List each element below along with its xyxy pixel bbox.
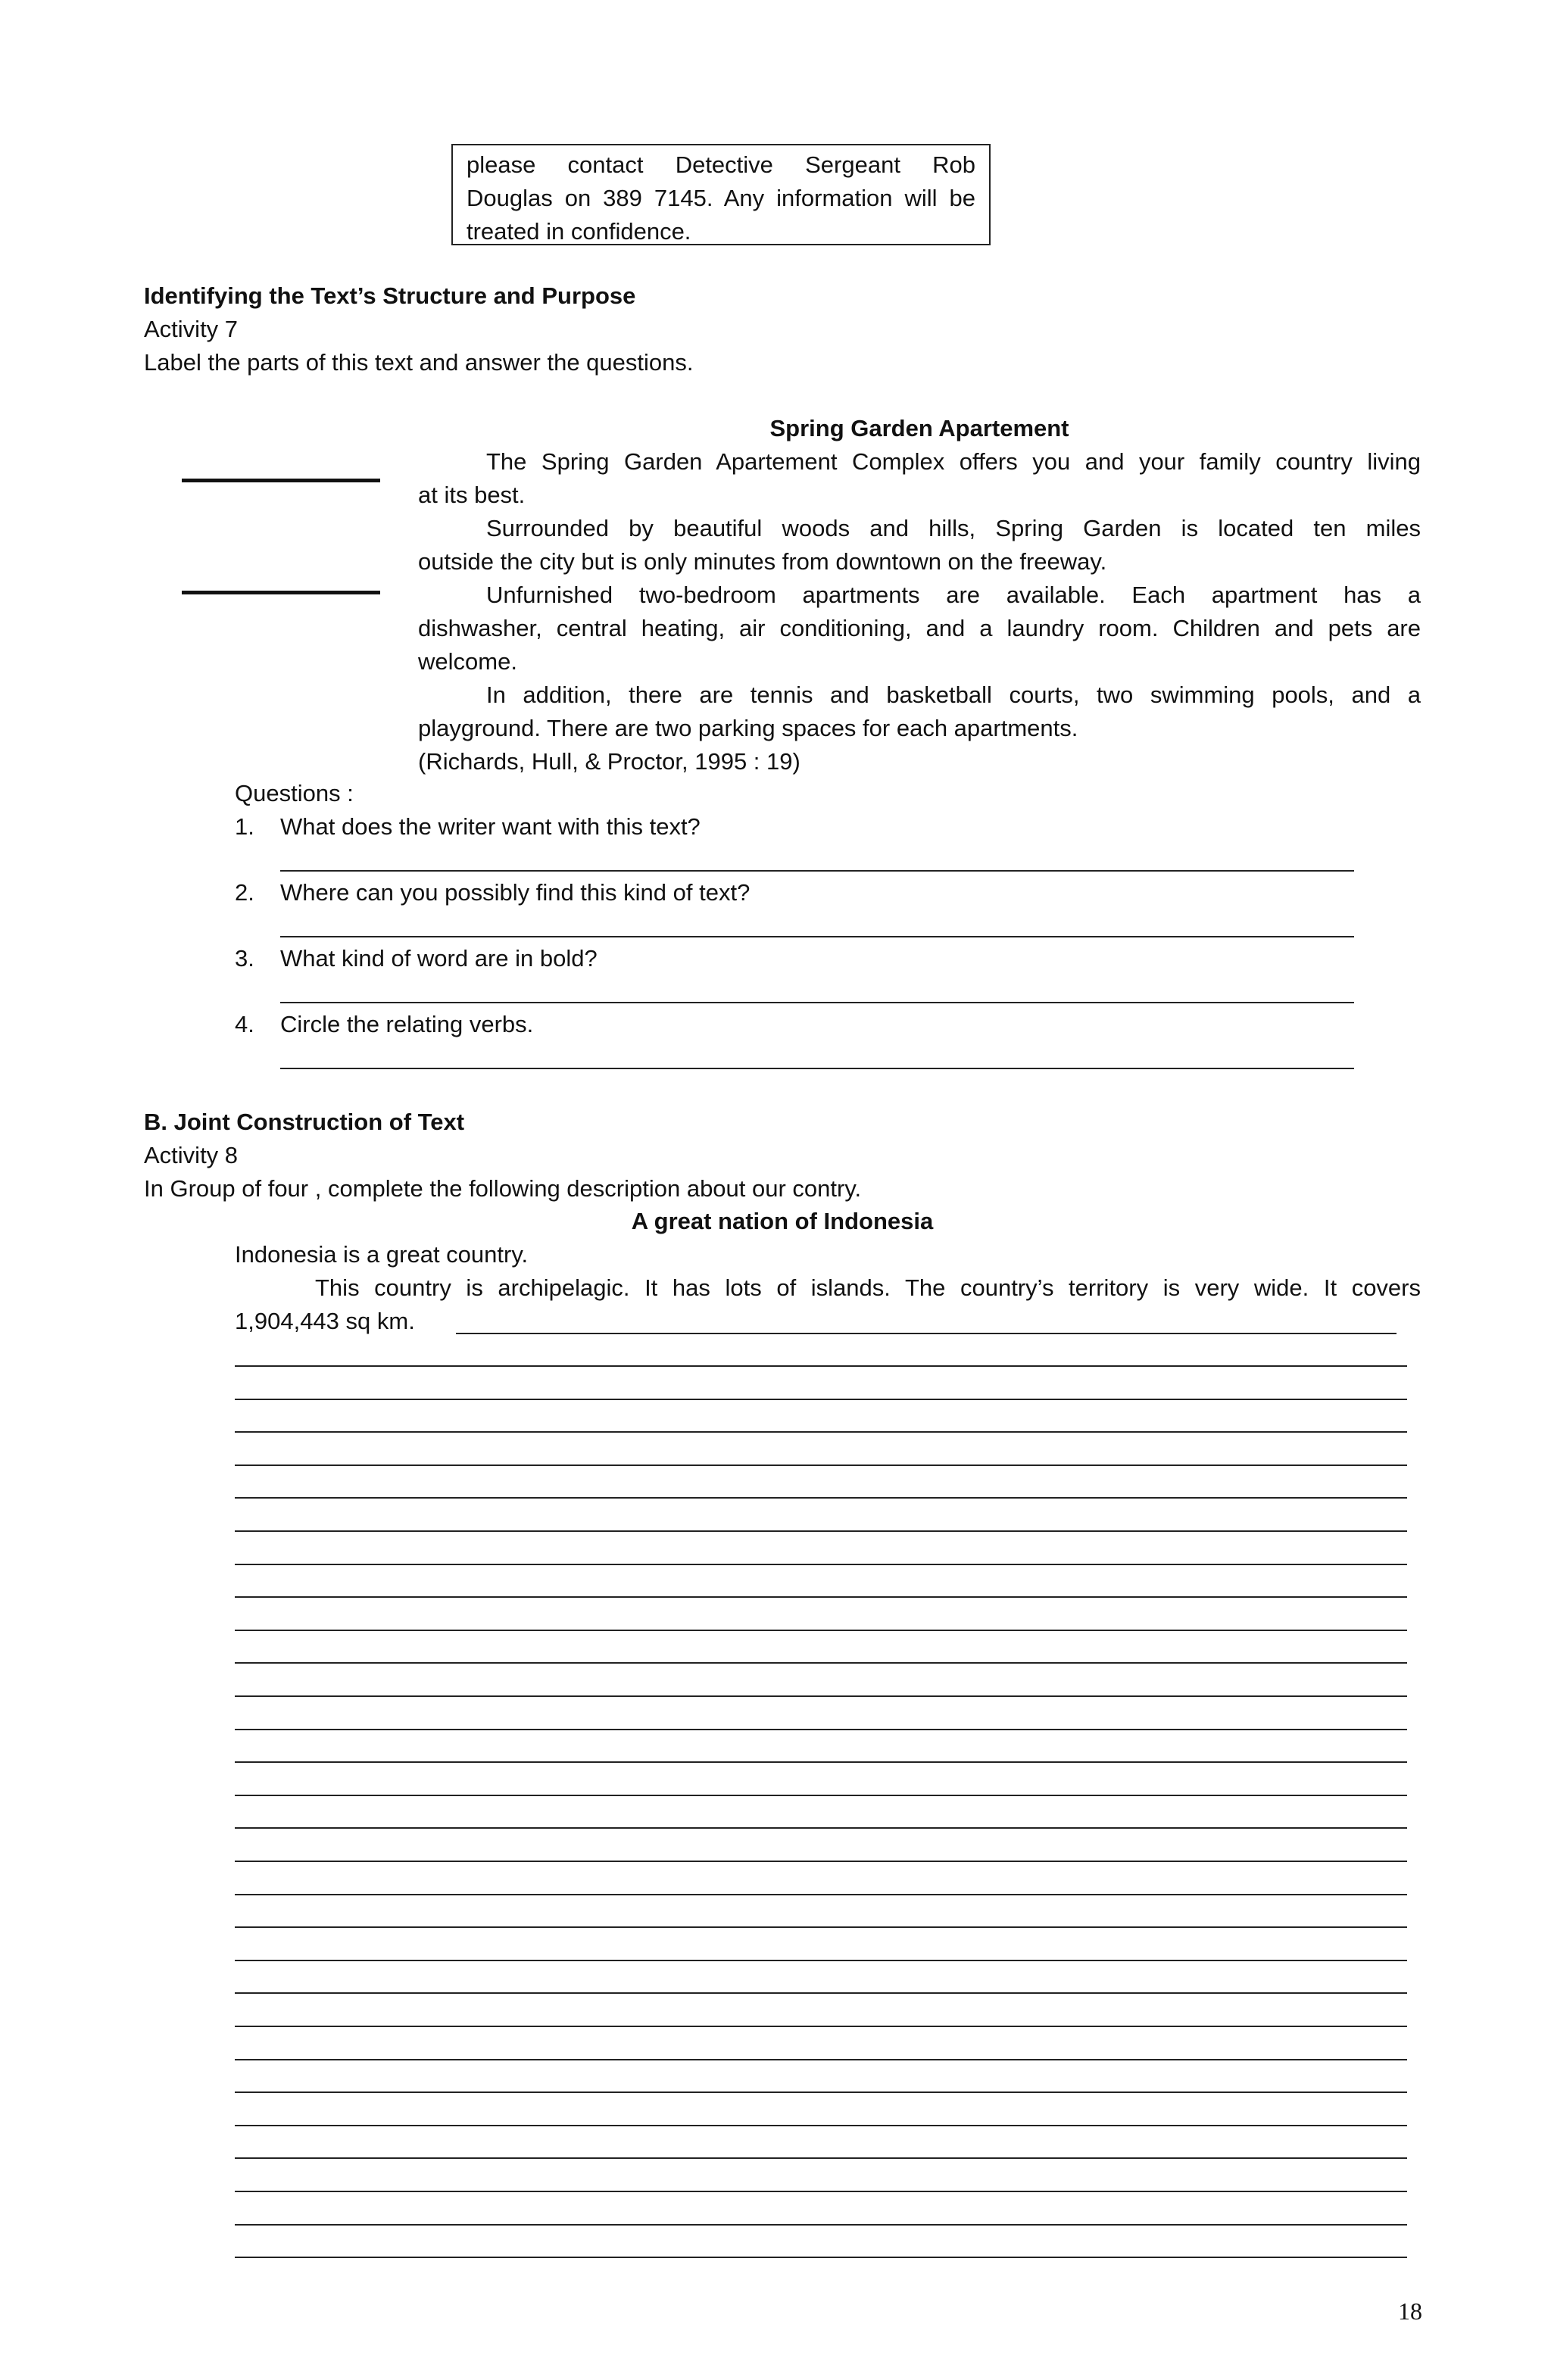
p3-line-3: welcome. xyxy=(418,648,517,675)
indonesia-title: A great nation of Indonesia xyxy=(631,1208,934,1234)
writing-line[interactable] xyxy=(235,2224,1407,2226)
writing-line[interactable] xyxy=(235,1695,1407,1697)
p2-line-1: Surrounded by beautiful woods and hills, Spring Garden is located ten miles xyxy=(486,515,1421,541)
answer-line-3[interactable] xyxy=(280,1002,1354,1003)
writing-line[interactable] xyxy=(235,1894,1407,1895)
writing-line[interactable] xyxy=(235,1827,1407,1829)
writing-line[interactable] xyxy=(235,1761,1407,1763)
writing-line[interactable] xyxy=(235,1630,1407,1631)
activity-7-instruction: Label the parts of this text and answer the questions. xyxy=(144,349,694,376)
answer-line-2[interactable] xyxy=(280,936,1354,937)
page-number: 18 xyxy=(1398,2297,1422,2325)
writing-line[interactable] xyxy=(235,1365,1407,1367)
question-3-text: What kind of word are in bold? xyxy=(280,945,598,972)
writing-line[interactable] xyxy=(235,2059,1407,2060)
spring-paragraph-4 xyxy=(418,678,1421,778)
questions-label: Questions : xyxy=(235,780,354,806)
activity-7-label: Activity 7 xyxy=(144,316,239,342)
writing-line[interactable] xyxy=(235,1729,1407,1730)
writing-line[interactable] xyxy=(235,2191,1407,2192)
contact-line-2: Douglas on 389 7145. Any information will be xyxy=(467,185,975,211)
label-answer-line-2[interactable] xyxy=(182,591,380,594)
writing-line[interactable] xyxy=(235,2125,1407,2126)
spring-paragraph-3 xyxy=(418,579,1421,678)
spring-garden-title: Spring Garden Apartement xyxy=(769,415,1069,441)
writing-line[interactable] xyxy=(235,1497,1407,1499)
writing-line[interactable] xyxy=(235,2091,1407,2093)
writing-line[interactable] xyxy=(235,1564,1407,1565)
contact-info-box xyxy=(451,144,991,245)
p2-line-2: outside the city but is only minutes from downtown on the freeway. xyxy=(418,548,1107,575)
citation: (Richards, Hull, & Proctor, 1995 : 19) xyxy=(418,748,800,775)
p3-line-1: Unfurnished two-bedroom apartments are available. Each apartment has a xyxy=(486,582,1421,608)
question-1-text: What does the writer want with this text? xyxy=(280,813,701,840)
indonesia-line-1: Indonesia is a great country. xyxy=(235,1241,529,1268)
p3-line-2: dishwasher, central heating, air conditioning, and a laundry room. Children and pets are xyxy=(418,615,1421,641)
question-2-number: 2. xyxy=(235,879,254,906)
writing-line[interactable] xyxy=(235,2157,1407,2159)
label-answer-line-1[interactable] xyxy=(182,479,380,482)
writing-line[interactable] xyxy=(235,1795,1407,1796)
p4-line-2: playground. There are two parking spaces for each apartments. xyxy=(418,715,1078,741)
writing-line[interactable] xyxy=(235,1960,1407,1961)
indonesia-line-2: This country is archipelagic. It has lots of islands. The country’s territory is very wide. It covers xyxy=(315,1274,1421,1301)
section-b-heading: B. Joint Construction of Text xyxy=(144,1109,465,1135)
question-2-text: Where can you possibly find this kind of text? xyxy=(280,879,751,906)
activity-8-label: Activity 8 xyxy=(144,1142,239,1168)
spring-paragraph-2 xyxy=(418,512,1421,579)
writing-line[interactable] xyxy=(235,2257,1407,2258)
writing-line[interactable] xyxy=(235,1662,1407,1664)
writing-line[interactable] xyxy=(235,1431,1407,1433)
p1-line-2: at its best. xyxy=(418,482,526,508)
p1-line-1: The Spring Garden Apartement Complex offers you and your family country living xyxy=(486,448,1421,475)
question-4-text: Circle the relating verbs. xyxy=(280,1011,534,1037)
answer-line-4[interactable] xyxy=(280,1068,1354,1069)
writing-line[interactable] xyxy=(235,1464,1407,1466)
writing-line-inline[interactable] xyxy=(456,1333,1397,1334)
indonesia-paragraph xyxy=(235,1271,1421,1305)
contact-line-3: treated in confidence. xyxy=(467,218,691,245)
writing-line[interactable] xyxy=(235,1596,1407,1598)
writing-line[interactable] xyxy=(235,2026,1407,2027)
question-1-number: 1. xyxy=(235,813,254,840)
question-4-number: 4. xyxy=(235,1011,254,1037)
answer-line-1[interactable] xyxy=(280,870,1354,872)
writing-line[interactable] xyxy=(235,1992,1407,1994)
spring-paragraph-1 xyxy=(418,445,1421,512)
indonesia-line-3: 1,904,443 sq km. xyxy=(235,1308,415,1334)
writing-line[interactable] xyxy=(235,1926,1407,1928)
question-3-number: 3. xyxy=(235,945,254,972)
contact-line-1: please contact Detective Sergeant Rob xyxy=(467,151,975,178)
writing-line[interactable] xyxy=(235,1861,1407,1862)
writing-line[interactable] xyxy=(235,1399,1407,1400)
writing-line[interactable] xyxy=(235,1530,1407,1532)
p4-line-1: In addition, there are tennis and basketball courts, two swimming pools, and a xyxy=(486,682,1421,708)
section-a-heading: Identifying the Text’s Structure and Purpose xyxy=(144,282,636,309)
activity-8-instruction: In Group of four , complete the following description about our contry. xyxy=(144,1175,862,1202)
